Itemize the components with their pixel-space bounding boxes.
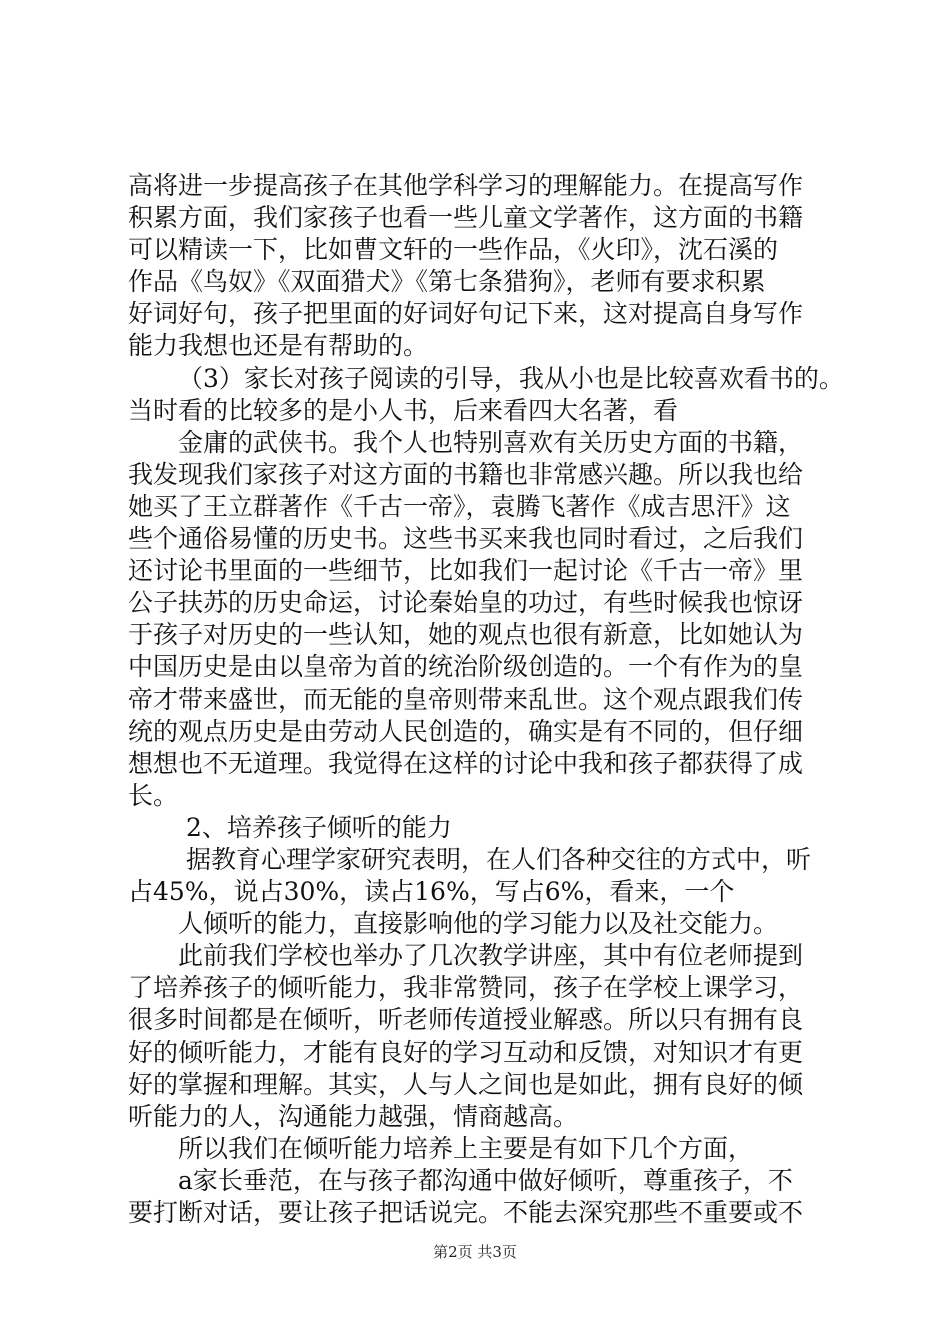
text-line: 想想也不无道理。我觉得在这样的讨论中我和孩子都获得了成	[128, 748, 804, 778]
text-line: 据教育心理学家研究表明，在人们各种交往的方式中，听	[186, 844, 812, 874]
text-line: 高将进一步提高孩子在其他学科学习的理解能力。在提高写作	[128, 171, 804, 200]
text-line: 所以我们在倾听能力培养上主要是有如下几个方面，	[178, 1133, 754, 1163]
text-line: 占45%，说占30%，读占16%，写占6%，看来，一个	[128, 877, 735, 907]
text-line: 些个通俗易懂的历史书。这些书买来我也同时看过，之后我们	[128, 524, 804, 554]
text-line: （3）家长对孩子阅读的引导，我从小也是比较喜欢看书的。	[178, 363, 844, 393]
text-line: 金庸的武侠书。我个人也特别喜欢有关历史方面的书籍，	[178, 427, 804, 457]
text-line: 作品《鸟奴》《双面猎犬》《第七条猎狗》，老师有要求积累	[128, 267, 766, 297]
text-line: 能力我想也还是有帮助的。	[128, 331, 429, 361]
text-line: 了培养孩子的倾听能力，我非常赞同，孩子在学校上课学习，	[128, 973, 804, 1003]
text-line: 还讨论书里面的一些细节，比如我们一起讨论《千古一帝》里	[128, 556, 804, 586]
text-line: 她买了王立群著作《千古一帝》，袁腾飞著作《成吉思汗》这	[128, 491, 791, 521]
text-line: 我发现我们家孩子对这方面的书籍也非常感兴趣。所以我也给	[128, 459, 804, 489]
text-line: 要打断对话，要让孩子把话说完。不能去深究那些不重要或不	[128, 1198, 804, 1227]
text-line: 人倾听的能力，直接影响他的学习能力以及社交能力。	[178, 909, 779, 939]
text-line: 好的掌握和理解。其实，人与人之间也是如此，拥有良好的倾	[128, 1069, 804, 1099]
body-text	[128, 170, 844, 1229]
page-number: 第2页 共3页	[433, 1243, 517, 1261]
text-line: 听能力的人，沟通能力越强，情商越高。	[128, 1101, 579, 1131]
text-line: 很多时间都是在倾听，听老师传道授业解惑。所以只有拥有良	[128, 1005, 804, 1035]
text-line: 好的倾听能力，才能有良好的学习互动和反馈，对知识才有更	[128, 1037, 804, 1067]
page-footer	[0, 1242, 950, 1262]
text-line: 统的观点历史是由劳动人民创造的，确实是有不同的，但仔细	[128, 716, 804, 746]
text-line: 此前我们学校也举办了几次教学讲座，其中有位老师提到	[178, 941, 804, 971]
text-line: 可以精读一下，比如曹文轩的一些作品，《火印》，沈石溪的	[128, 235, 779, 265]
text-line: 帝才带来盛世，而无能的皇帝则带来乱世。这个观点跟我们传	[128, 684, 804, 714]
text-line: a家长垂范，在与孩子都沟通中做好倾听，尊重孩子，不	[178, 1165, 793, 1195]
text-line: 好词好句，孩子把里面的好词好句记下来，这对提高自身写作	[128, 299, 804, 329]
text-line: 长。	[128, 780, 179, 810]
section-heading: 2、培养孩子倾听的能力	[186, 812, 452, 842]
text-line: 于孩子对历史的一些认知，她的观点也很有新意，比如她认为	[128, 620, 804, 650]
text-line: 当时看的比较多的是小人书，后来看四大名著，看	[128, 395, 679, 425]
text-line: 积累方面，我们家孩子也看一些儿童文学著作，这方面的书籍	[128, 203, 804, 233]
text-line: 公子扶苏的历史命运，讨论秦始皇的功过，有些时候我也惊讶	[128, 588, 804, 618]
text-line: 中国历史是由以皇帝为首的统治阶级创造的。一个有作为的皇	[128, 652, 804, 682]
